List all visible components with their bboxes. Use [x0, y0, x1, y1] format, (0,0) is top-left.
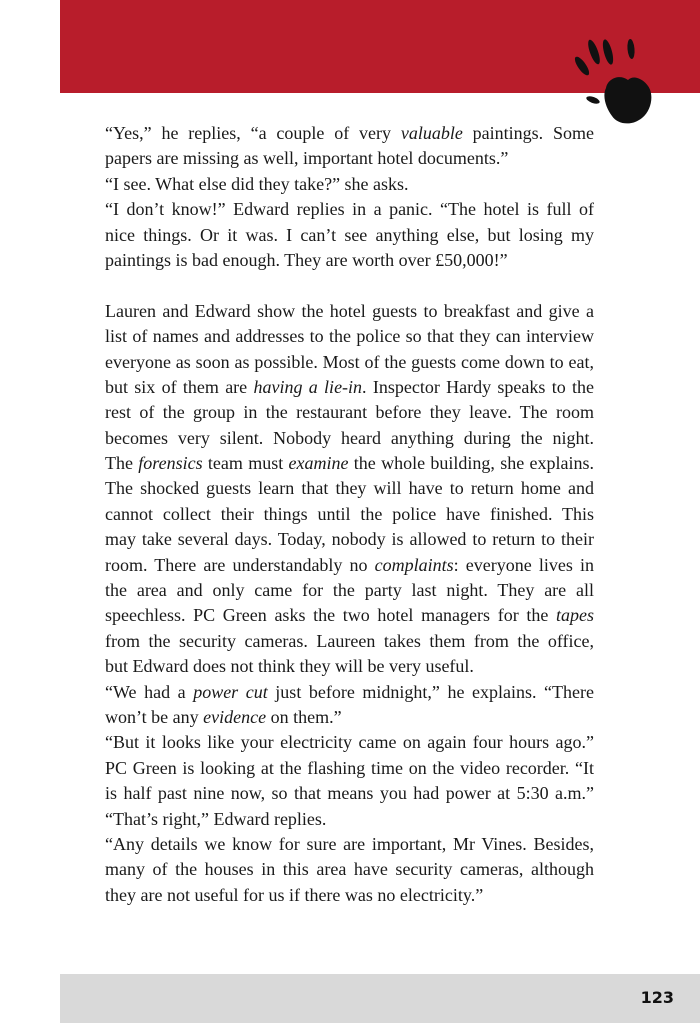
text-line: [105, 375, 594, 400]
text-line: [105, 146, 594, 171]
text-segment: “Yes,” he replies, “a couple of very: [105, 123, 401, 143]
text-line: [105, 172, 594, 197]
text-line: [105, 832, 594, 857]
text-line: [105, 248, 594, 273]
text-line: [105, 476, 594, 501]
text-segment: “I don’t know!” Edward replies in a panic. “The hotel is full of: [105, 199, 594, 220]
text-segment: room. There are understandably no: [105, 554, 375, 575]
text-segment: but Edward does not think they will be very useful.: [105, 656, 474, 677]
italic-term: valuable: [400, 123, 463, 143]
text-segment: becomes very silent. Nobody heard anything during the night.: [105, 427, 594, 448]
text-line: [105, 603, 594, 628]
text-segment: rest of the group in the restaurant before they leave. The room: [105, 402, 594, 423]
text-line: [105, 629, 594, 654]
text-line: [105, 426, 594, 451]
text-line: [105, 527, 594, 552]
text-segment: Lauren and Edward show the hotel guests to breakfast and give a: [105, 300, 594, 321]
text-segment: list of names and addresses to the police so that they can interview: [105, 326, 594, 347]
text-line: [105, 857, 594, 882]
text-segment: . Inspector Hardy speaks to the: [362, 376, 594, 397]
text-segment: from the security cameras. Laureen takes them from the office,: [105, 630, 594, 651]
text-segment: “We had a: [105, 681, 194, 702]
text-line: [105, 654, 594, 679]
text-line: [105, 197, 594, 222]
text-segment: but six of them are: [105, 376, 254, 397]
italic-term: tapes: [556, 605, 594, 626]
italic-term: evidence: [203, 706, 267, 727]
text-segment: the area and only came for the party last night. They are all: [105, 580, 594, 601]
text-line: [105, 324, 594, 349]
page-number: 123: [640, 988, 674, 1007]
text-line: [105, 883, 594, 908]
text-segment: on them.”: [266, 706, 342, 727]
text-line: [105, 273, 594, 298]
text-segment: The: [105, 453, 139, 474]
text-line: [105, 705, 594, 730]
text-segment: paintings. Some: [462, 123, 594, 143]
text-line: [105, 781, 594, 806]
text-segment: “Any details we know for sure are important, Mr Vines. Besides,: [105, 833, 594, 854]
italic-term: forensics: [138, 453, 203, 474]
text-line: [105, 299, 594, 324]
text-line: [105, 451, 594, 476]
text-segment: : everyone lives in: [453, 554, 594, 575]
text-segment: team must: [202, 453, 289, 474]
text-line: [105, 680, 594, 705]
text-line: [105, 400, 594, 425]
text-segment: everyone as soon as possible. Most of the guests come down to eat,: [105, 351, 594, 372]
body-text: [105, 121, 594, 908]
text-line: [105, 121, 594, 146]
text-segment: “I see. What else did they take?” she asks.: [105, 173, 409, 194]
text-segment: many of the houses in this area have security cameras, although: [105, 859, 594, 880]
text-segment: is half past nine now, so that means you had power at 5:30 a.m.”: [105, 783, 594, 804]
italic-term: having a lie-in: [253, 376, 363, 397]
text-segment: PC Green is looking at the flashing time on the video recorder. “It: [105, 757, 594, 778]
text-line: [105, 807, 594, 832]
text-segment: papers are missing as well, important hotel documents.”: [105, 148, 509, 169]
footer-band: [60, 974, 700, 1023]
text-line: [105, 502, 594, 527]
text-segment: just before midnight,” he explains. “There: [267, 681, 594, 702]
italic-term: power cut: [193, 681, 268, 702]
italic-term: complaints: [374, 554, 454, 575]
text-line: [105, 223, 594, 248]
italic-term: examine: [288, 453, 349, 474]
text-segment: The shocked guests learn that they will have to return home and: [105, 478, 594, 499]
text-line: [105, 756, 594, 781]
text-line: [105, 578, 594, 603]
text-segment: paintings is bad enough. They are worth over £50,000!”: [105, 249, 508, 270]
text-segment: “But it looks like your electricity came on again four hours ago.”: [105, 732, 594, 753]
handprint-icon: [568, 30, 660, 125]
text-segment: cannot collect their things until the police have finished. This: [105, 503, 594, 524]
text-segment: they are not useful for us if there was no electricity.”: [105, 884, 484, 905]
text-segment: may take several days. Today, nobody is allowed to return to their: [105, 529, 594, 550]
text-segment: nice things. Or it was. I can’t see anything else, but losing my: [105, 224, 594, 245]
text-segment: won’t be any: [105, 706, 204, 727]
text-segment: speechless. PC Green asks the two hotel managers for the: [105, 605, 556, 626]
text-segment: the whole building, she explains.: [348, 453, 594, 474]
text-line: [105, 350, 594, 375]
text-line: [105, 730, 594, 755]
text-line: [105, 553, 594, 578]
text-segment: “That’s right,” Edward replies.: [105, 808, 327, 829]
